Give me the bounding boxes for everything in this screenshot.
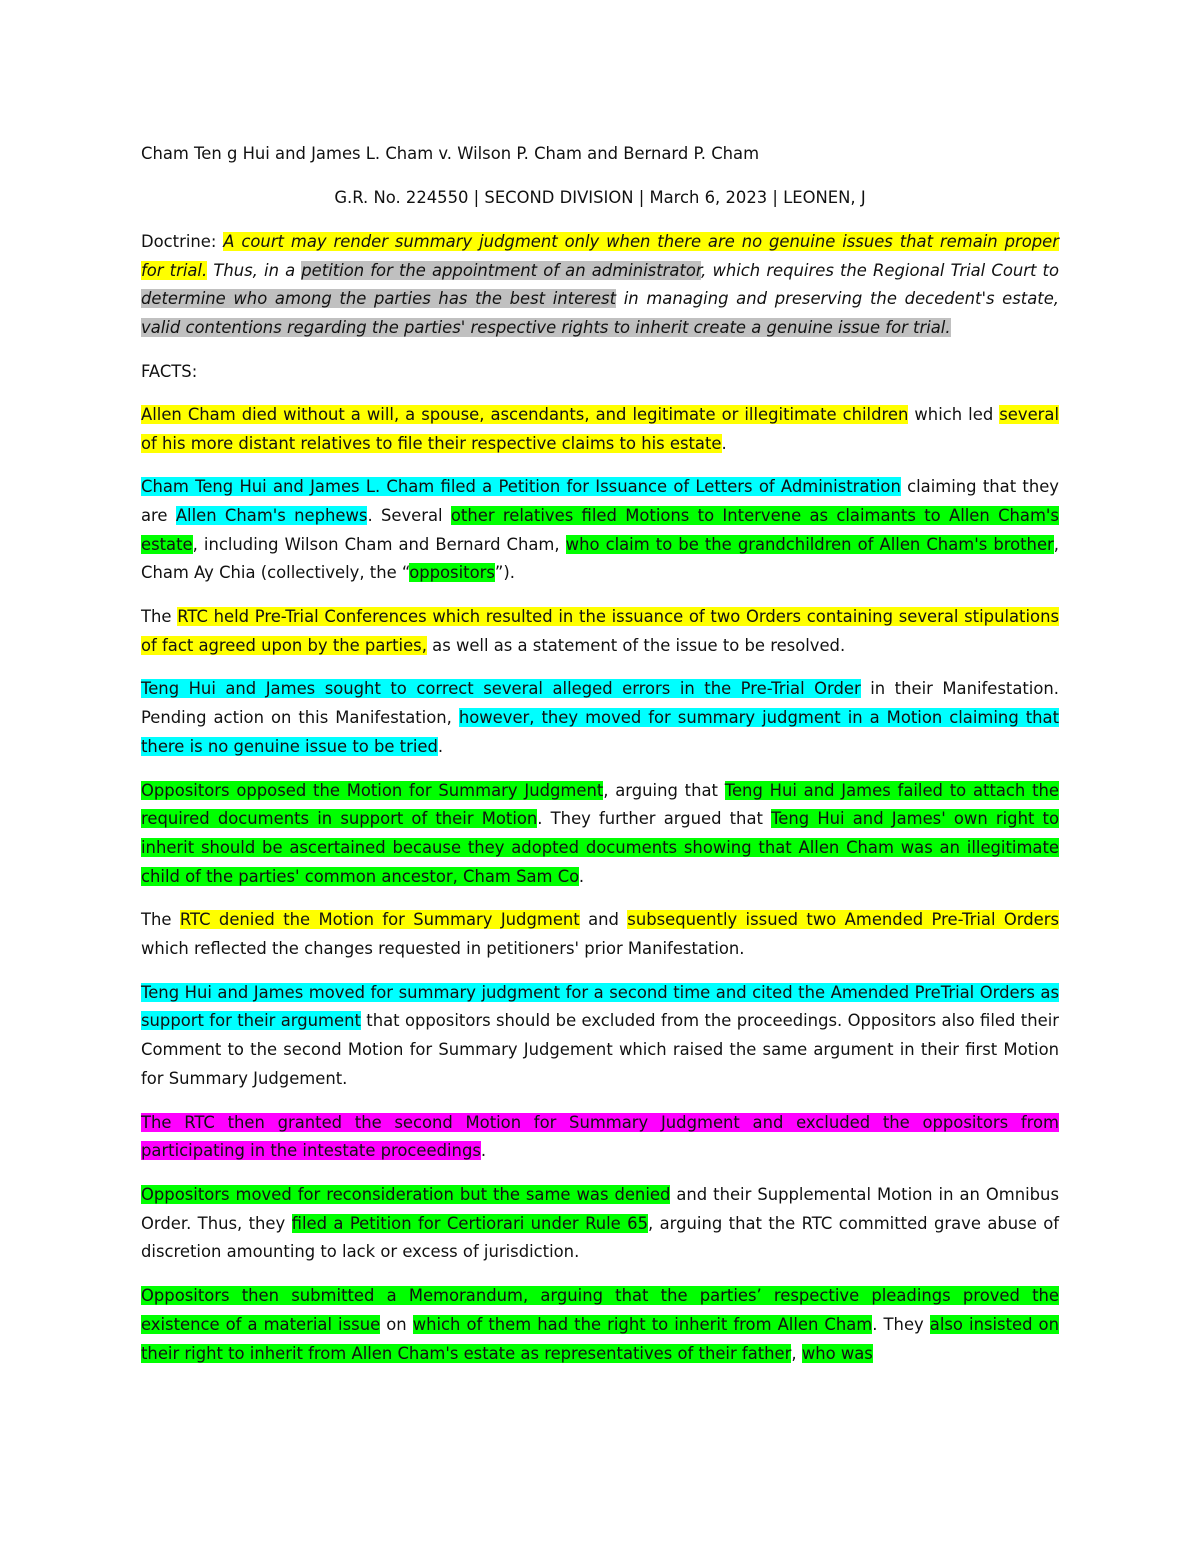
doctrine-text: [141, 232, 1059, 337]
highlighted-text: determine who among the parties has the best interest: [141, 289, 617, 309]
text-run: ,: [791, 1343, 802, 1363]
text-run: in their Manifestation. Pending action on this Manifestation,: [141, 679, 1059, 728]
case-info: G.R. No. 224550 | SECOND DIVISION | March 6, 2023 | LEONEN, J: [334, 188, 866, 207]
text-run: , arguing that: [603, 780, 725, 800]
highlighted-text: who claim to be the grandchildren of Allen Cham's brother: [565, 534, 1054, 554]
text-run: . They further argued that: [537, 809, 772, 829]
highlighted-text: oppositors: [409, 563, 495, 583]
text-run: , which requires the Regional Trial Court to: [701, 260, 1059, 280]
facts-paragraph: [141, 979, 1059, 1094]
facts-paragraph: [141, 1181, 1059, 1267]
highlighted-text: Oppositors then submitted a Memorandum, arguing that the parties’ respective pleadings proved the existence of a material issue: [141, 1286, 1059, 1334]
text-run: The: [141, 607, 178, 627]
highlighted-text: Oppositors opposed the Motion for Summary Judgment: [141, 780, 604, 800]
highlighted-text: also insisted on their right to inherit from Allen Cham's estate as representatives of their father: [141, 1314, 1059, 1363]
text-run: , including Wilson Cham and Bernard Cham,: [192, 534, 566, 554]
facts-paragraph: [141, 777, 1059, 892]
highlighted-text: Teng Hui and James' own right to inherit should be ascertained because they adopted documents showing that Allen Cham was an illegitimate child of the parties' common ancestor, Cham Sam Co: [141, 809, 1059, 886]
highlighted-text: RTC held Pre-Trial Conferences which resulted in the issuance of two Orders containing several stipulations of fact agreed upon by the parties,: [141, 607, 1059, 655]
highlighted-text: several of his more distant relatives to file their respective claims to his estate: [141, 404, 1059, 453]
facts-body: [141, 401, 1059, 1368]
facts-paragraph: [141, 401, 1059, 458]
text-run: Thus, in a: [207, 260, 302, 280]
text-run: The: [141, 910, 180, 930]
facts-heading: FACTS:: [141, 361, 198, 381]
text-run: .: [578, 866, 585, 886]
text-run: . Several: [367, 505, 451, 525]
facts-paragraph: [141, 906, 1059, 963]
text-run: claiming that they are: [141, 477, 1059, 525]
highlighted-text: who was: [801, 1343, 873, 1363]
facts-paragraph: [141, 603, 1059, 660]
highlighted-text: Teng Hui and James sought to correct several alleged errors in the Pre-Trial Order: [141, 679, 861, 699]
text-run: , Cham Ay Chia (collectively, the “: [141, 534, 1059, 583]
highlighted-text: valid contentions regarding the parties' respective rights to inherit create a genuine issue for trial.: [141, 318, 951, 338]
text-run: , arguing that the RTC committed grave abuse of discretion amounting to lack or excess of jurisdiction.: [141, 1213, 1059, 1262]
highlighted-text: petition for the appointment of an administrator: [301, 260, 702, 280]
highlighted-text: Allen Cham died without a will, a spouse, ascendants, and legitimate or illegitimate children: [141, 404, 909, 424]
highlighted-text: however, they moved for summary judgment in a Motion claiming that there is no genuine issue to be tried: [141, 708, 1059, 756]
facts-paragraph: [141, 1109, 1059, 1166]
text-run: .: [437, 736, 444, 756]
highlighted-text: RTC denied the Motion for Summary Judgment: [179, 910, 580, 930]
text-run: and: [579, 910, 628, 930]
highlighted-text: Allen Cham's nephews: [175, 505, 368, 525]
highlighted-text: Teng Hui and James failed to attach the required documents in support of their Motion: [141, 780, 1060, 829]
text-run: .: [721, 433, 727, 453]
highlighted-text: A court may render summary judgment only when there are no genuine issues that remain proper for trial.: [141, 232, 1059, 280]
highlighted-text: The RTC then granted the second Motion for Summary Judgment and excluded the oppositors from participating in the intestate proceedings: [141, 1112, 1059, 1161]
facts-paragraph: [141, 675, 1059, 761]
facts-paragraph: [141, 473, 1059, 588]
highlighted-text: filed a Petition for Certiorari under Rule 65: [291, 1213, 648, 1233]
doctrine-paragraph: [141, 228, 1059, 343]
highlighted-text: Oppositors moved for reconsideration but the same was denied: [141, 1184, 671, 1204]
text-run: which led: [908, 404, 1000, 424]
text-run: and their Supplemental Motion in an Omnibus Order. Thus, they: [141, 1184, 1059, 1233]
highlighted-text: which of them had the right to inherit from Allen Cham: [412, 1314, 873, 1334]
highlighted-text: Cham Teng Hui and James L. Cham filed a Petition for Issuance of Letters of Administration: [141, 477, 901, 497]
text-run: ”).: [494, 563, 515, 583]
facts-paragraph: [141, 1282, 1059, 1368]
highlighted-text: Teng Hui and James moved for summary judgment for a second time and cited the Amended PreTrial Orders as support for their argument: [141, 982, 1059, 1031]
text-run: on: [380, 1314, 413, 1334]
highlighted-text: subsequently issued two Amended Pre-Trial Orders: [627, 910, 1059, 930]
text-run: .: [480, 1141, 487, 1161]
case-title: Cham Ten g Hui and James L. Cham v. Wilson P. Cham and Bernard P. Cham: [141, 144, 760, 163]
text-run: which reflected the changes requested in petitioners' prior Manifestation.: [141, 939, 745, 959]
text-run: as well as a statement of the issue to be resolved.: [426, 635, 846, 655]
text-run: that oppositors should be excluded from the proceedings. Oppositors also filed their Comment to the second Motion for Summary Judgement which raised the same argument in their first Motion for Summary Judgement.: [141, 1011, 1059, 1088]
doctrine-label: Doctrine:: [141, 232, 224, 251]
text-run: . They: [872, 1314, 930, 1334]
text-run: in managing and preserving the decedent's estate,: [616, 289, 1059, 309]
highlighted-text: other relatives filed Motions to Intervene as claimants to Allen Cham's estate: [141, 505, 1059, 554]
